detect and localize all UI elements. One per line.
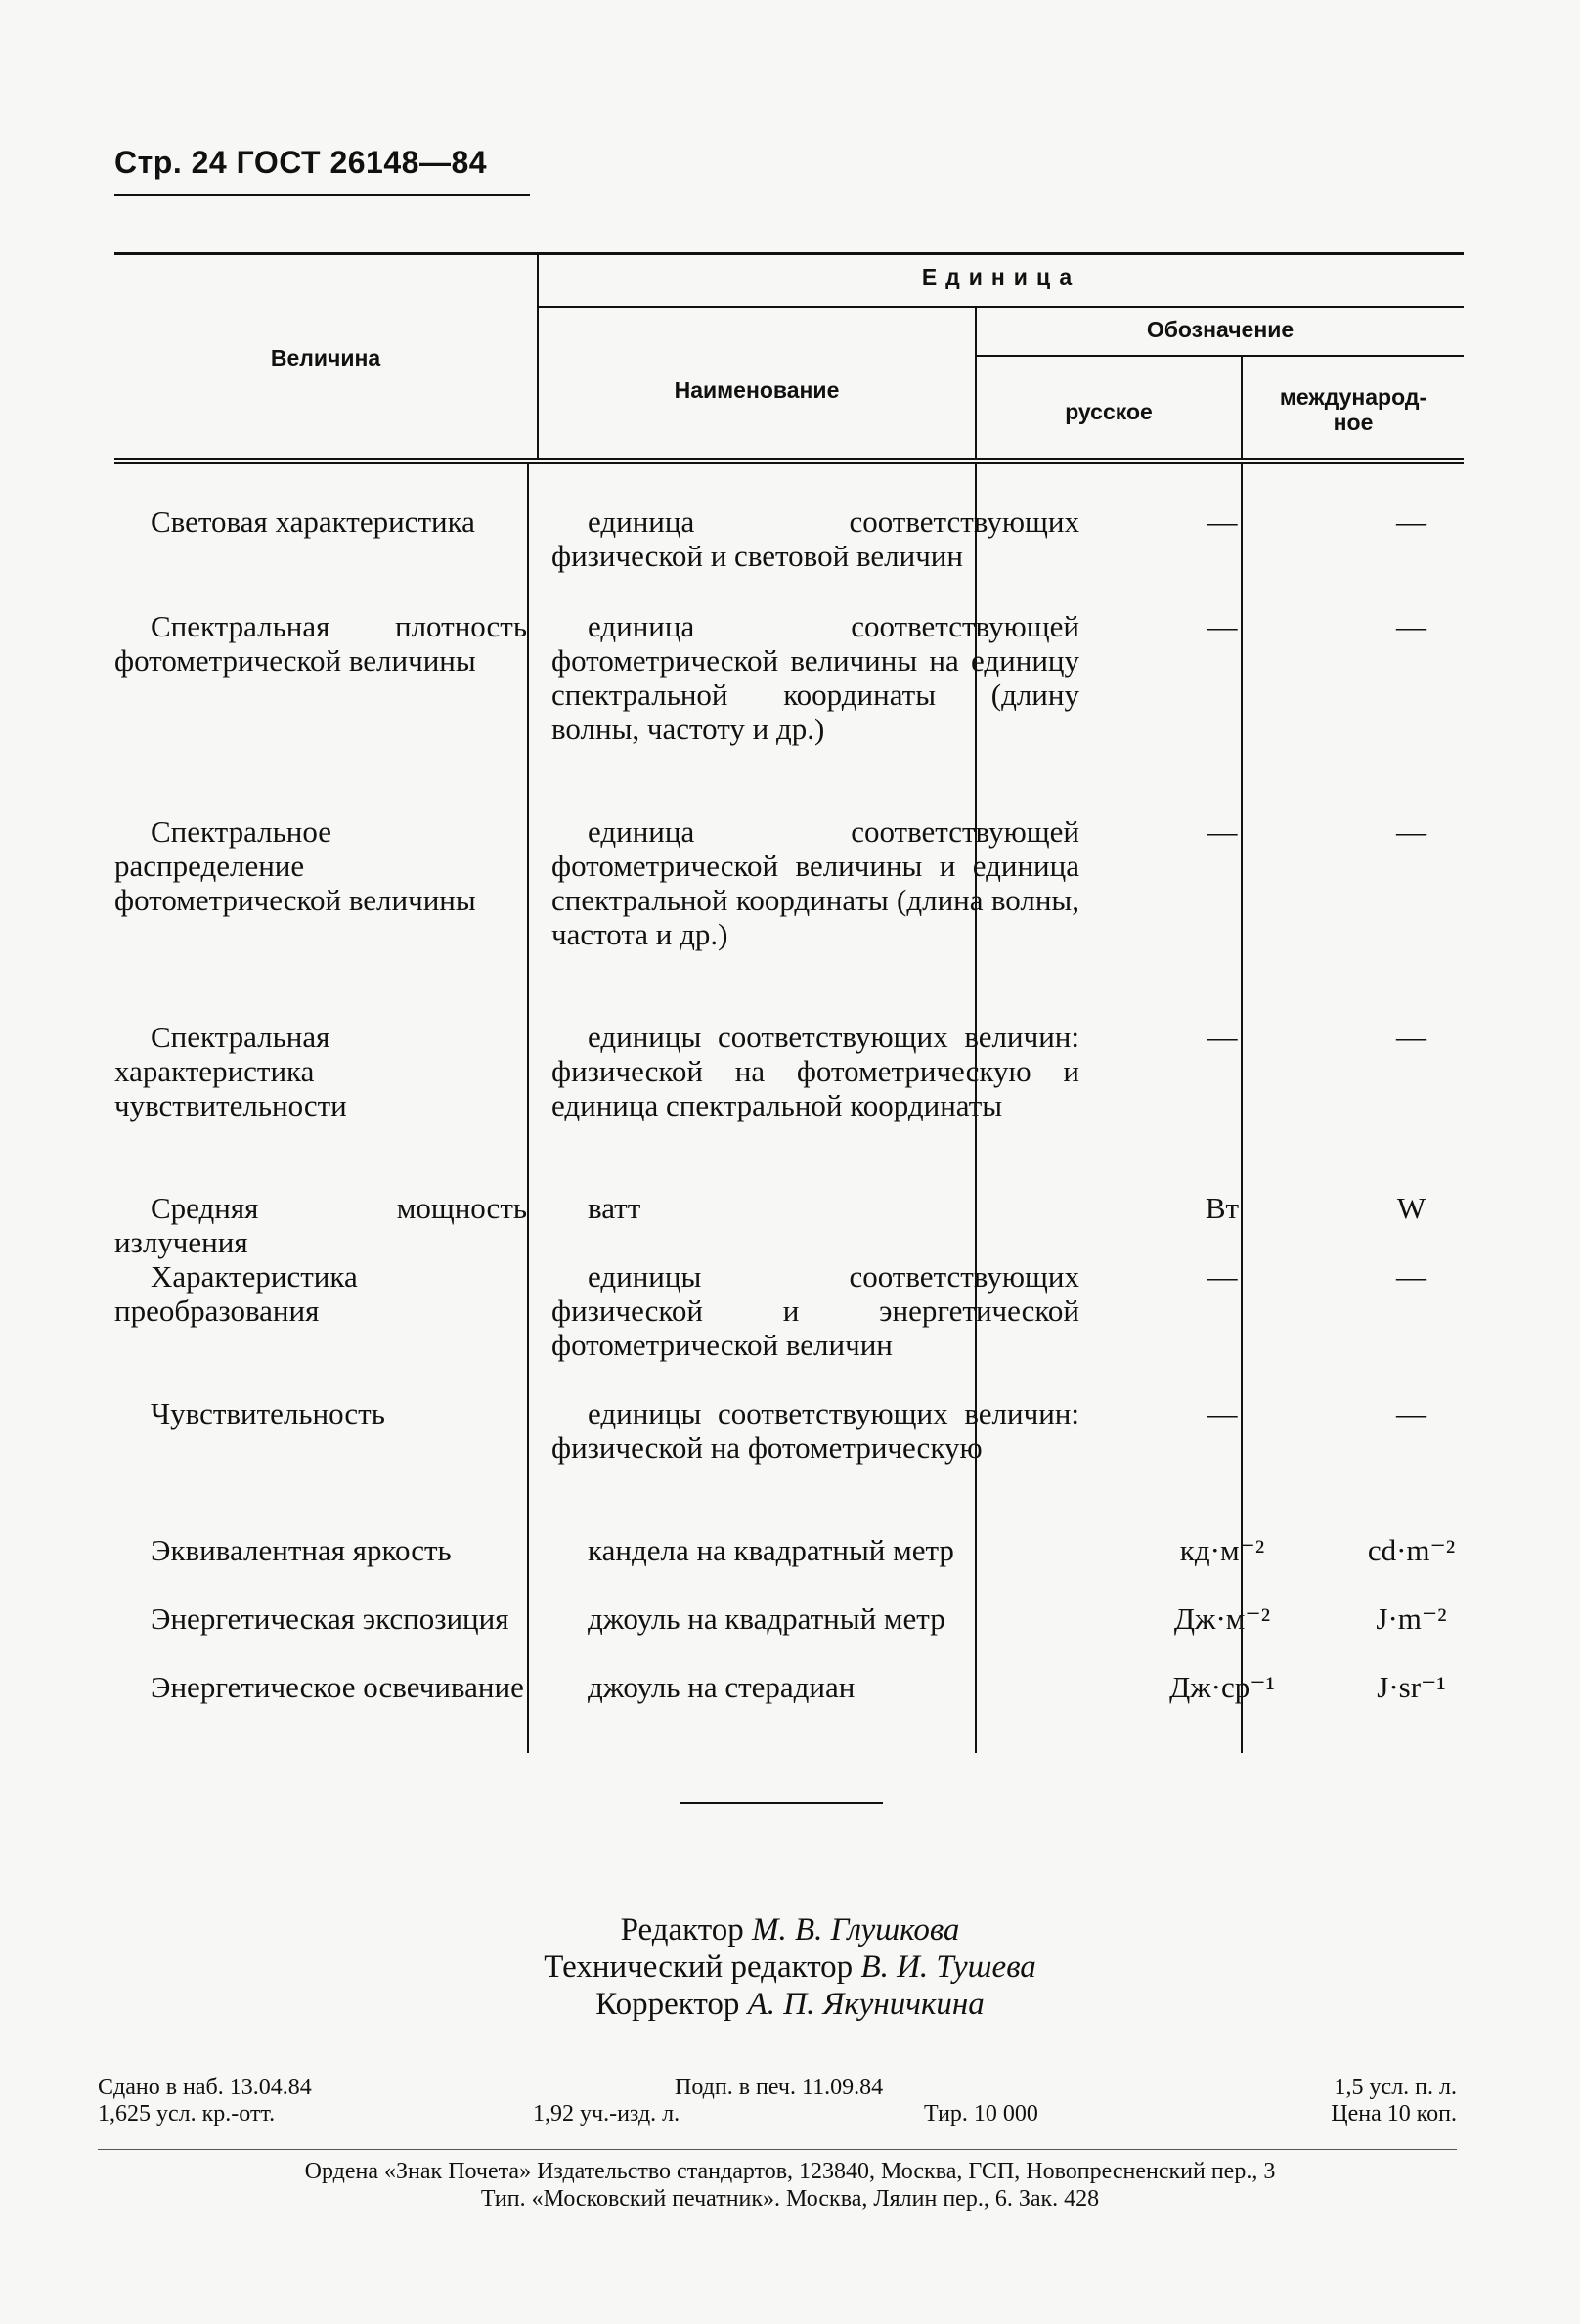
row-5-quantity: Средняя мощность излучения: [114, 1191, 527, 1259]
row-4-quantity: Спектральная характеристика чувствительности: [114, 1020, 347, 1122]
row-4-name: единицы соответствующих величин: физической на фотометрическую и единица спектральной координаты: [551, 1020, 1079, 1122]
header-underline: [114, 194, 530, 196]
unit-rule: [537, 306, 1464, 308]
header-unit: Единица: [921, 264, 1081, 289]
row-1-quantity: Световая характеристика: [151, 504, 475, 539]
imprint-row-1: [98, 2075, 1457, 2101]
row-10-quantity: Энергетическое освечивание: [151, 1670, 524, 1704]
header-designation: Обозначение: [1146, 317, 1295, 342]
credit-editor: Редактор М. В. Глушкова: [620, 1912, 960, 1948]
row-2-name: единица соответствующей фотометрической величины на единицу спектральной координаты (длину волны, частоту и др.): [551, 609, 1079, 746]
row-10-name: джоуль на стерадиан: [588, 1670, 856, 1704]
publisher-info: [0, 2158, 1580, 2213]
row-7-quantity: Чувствительность: [151, 1396, 385, 1430]
units-table: [114, 252, 1464, 1753]
row-6-quantity: Характеристика преобразования: [114, 1259, 358, 1328]
imprint-price: Цена 10 коп.: [1331, 2101, 1457, 2127]
page-header: Стр. 24 ГОСТ 26148—84: [114, 145, 488, 180]
imprint-circulation: Тир. 10 000: [924, 2101, 1038, 2127]
imprint-print-sheets: 1,625 усл. кр.-отт.: [98, 2101, 276, 2127]
header-international: [1243, 384, 1464, 435]
row-2-intl: —: [1396, 609, 1426, 643]
row-8-name: кандела на квадратный метр: [588, 1533, 954, 1567]
row-2-ru: —: [1207, 609, 1238, 643]
row-2-quantity: Спектральная плотность фотометрической величины: [114, 609, 527, 678]
publisher-line-1: Ордена «Знак Почета» Издательство стандартов, 123840, Москва, ГСП, Новопресненский пер., 3: [304, 2159, 1276, 2184]
row-6-ru: —: [1207, 1259, 1238, 1294]
row-6-intl: —: [1396, 1259, 1426, 1294]
row-3-quantity: Спектральное распределение фотометрической величины: [114, 814, 476, 917]
row-6-name: единицы соответствующих физической и энергетической фотометрической величин: [551, 1259, 1079, 1362]
header-international-line2: ное: [1333, 410, 1374, 435]
row-3-ru: —: [1207, 814, 1238, 849]
row-5-intl: W: [1396, 1191, 1426, 1225]
imprint-sheets: 1,5 усл. п. л.: [1334, 2075, 1457, 2100]
credit-tech-editor: Технический редактор В. И. Тушева: [544, 1950, 1036, 1985]
row-8-quantity: Эквивалентная яркость: [151, 1533, 452, 1567]
body-vrule-1: [527, 464, 529, 1753]
header-russian: русское: [1065, 399, 1153, 424]
row-1-ru: —: [1207, 504, 1238, 539]
publisher-line-2: Тип. «Московский печатник». Москва, Лялин пер., 6. Зак. 428: [480, 2186, 1100, 2212]
publisher-rule: [98, 2149, 1457, 2150]
row-10-ru: Дж·ср⁻¹: [1169, 1670, 1275, 1704]
imprint-submitted: Сдано в наб. 13.04.84: [98, 2075, 312, 2100]
imprint-signed: Подп. в печ. 11.09.84: [675, 2075, 884, 2100]
row-10-intl: J·sr⁻¹: [1377, 1670, 1446, 1704]
row-9-name: джоуль на квадратный метр: [588, 1601, 945, 1636]
imprint-pub-sheets: 1,92 уч.-изд. л.: [533, 2101, 680, 2127]
header-international-line1: международ-: [1279, 384, 1427, 410]
imprint: [98, 2075, 1457, 2127]
row-5-ru: Вт: [1205, 1191, 1240, 1225]
header-bottom-rule-2: [114, 462, 1464, 464]
row-7-ru: —: [1207, 1396, 1238, 1430]
row-7-intl: —: [1396, 1396, 1426, 1430]
row-9-quantity: Энергетическая экспозиция: [151, 1601, 509, 1636]
credit-corrector: Корректор А. П. Якуничкина: [595, 1987, 985, 2022]
header-name: Наименование: [674, 377, 840, 403]
row-4-ru: —: [1207, 1020, 1238, 1054]
row-1-name: единица соответствующих физической и световой величин: [551, 504, 1079, 573]
row-7-name: единицы соответствующих величин: физической на фотометрическую: [551, 1396, 1079, 1465]
header-quantity: Величина: [270, 345, 381, 371]
table-top-rule: [114, 252, 1464, 255]
row-4-intl: —: [1396, 1020, 1426, 1054]
designation-rule: [975, 355, 1464, 357]
row-8-intl: cd·m⁻²: [1367, 1533, 1456, 1567]
row-9-ru: Дж·м⁻²: [1173, 1601, 1271, 1636]
row-8-ru: кд·м⁻²: [1179, 1533, 1265, 1567]
credits: [0, 1911, 1580, 2023]
row-5-name: ватт: [588, 1191, 641, 1225]
header-bottom-rule-1: [114, 458, 1464, 460]
row-3-intl: —: [1396, 814, 1426, 849]
row-9-intl: J·m⁻²: [1376, 1601, 1447, 1636]
row-1-intl: —: [1396, 504, 1426, 539]
row-3-name: единица соответствующей фотометрической величины и единица спектральной координаты (длина волны, частота и др.): [551, 814, 1079, 951]
table-end-rule: [680, 1802, 883, 1804]
imprint-row-2: [98, 2101, 1457, 2127]
